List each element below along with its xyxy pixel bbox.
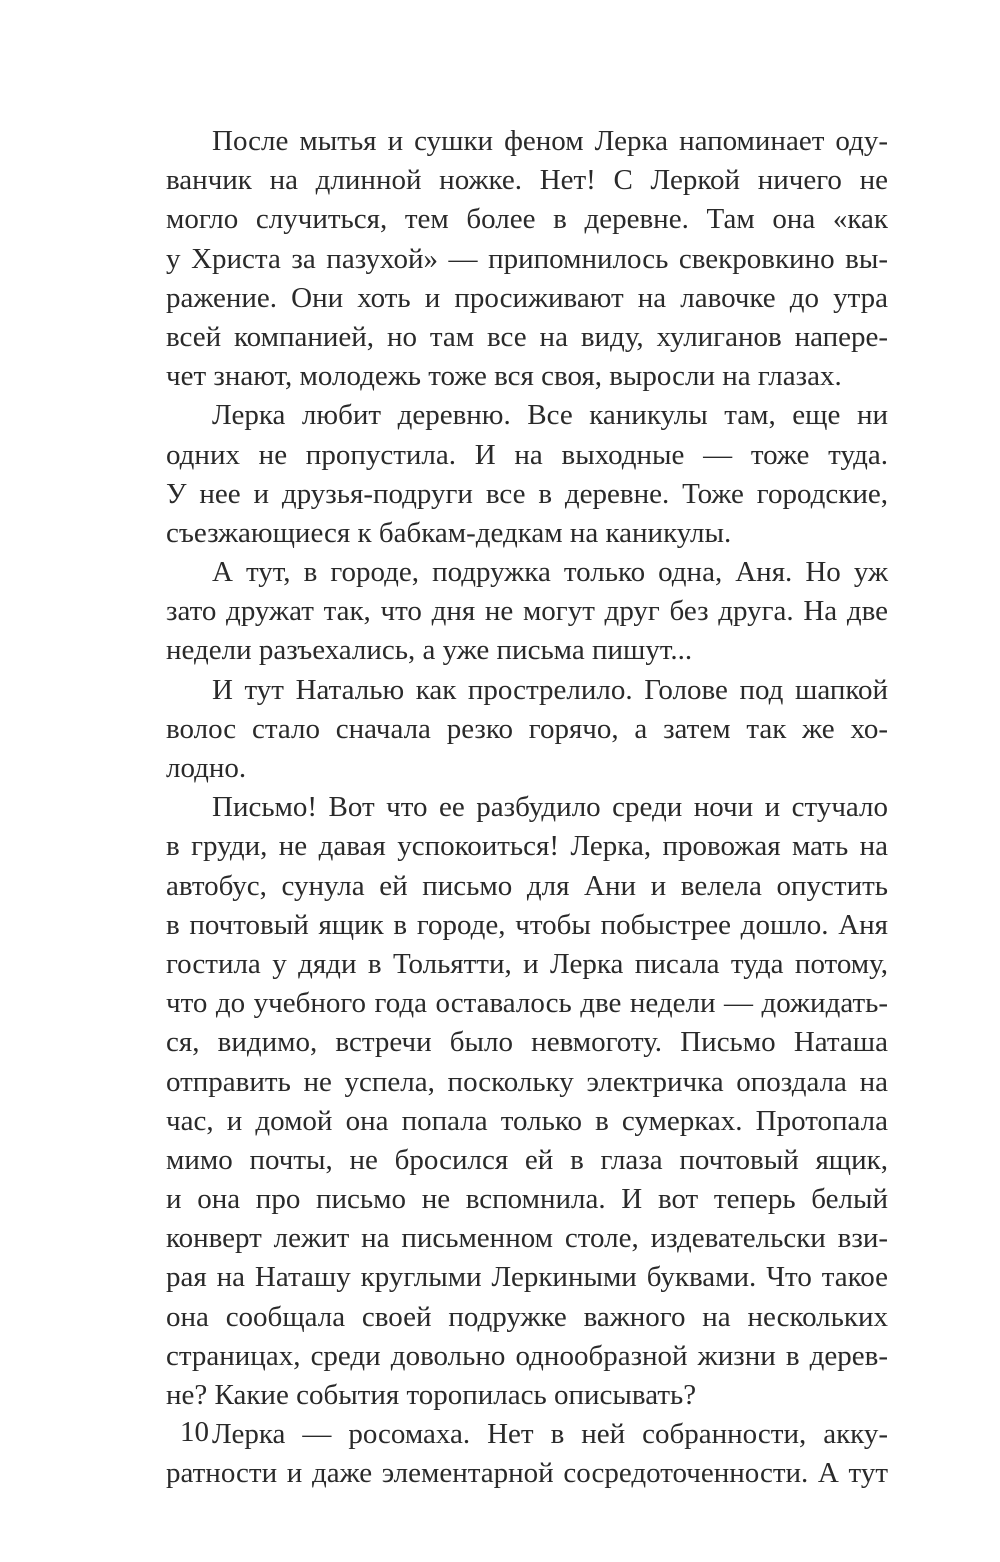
text-line: одних не пропустила. И на выходные — тоже туда.: [166, 438, 888, 471]
body-text: [166, 122, 888, 1494]
text-line: что до учебного года оставалось две недели — дожидать-: [166, 987, 888, 1020]
text-line: могло случиться, тем более в деревне. Там она «как: [166, 203, 888, 236]
text-line: всей компанией, но там все на виду, хулиганов напере-: [166, 320, 888, 353]
text-line: Письмо! Вот что ее разбудило среди ночи и стучало: [212, 791, 888, 824]
text-line: в груди, не давая успокоиться! Лерка, провожая мать на: [166, 830, 888, 863]
text-line: недели разъехались, а уже письма пишут...: [166, 634, 693, 667]
page-number: 10: [180, 1416, 209, 1448]
text-line: ся, видимо, встречи было невмоготу. Письмо Наташа: [166, 1026, 888, 1059]
text-line: страницах, среди довольно однообразной жизни в дерев-: [166, 1339, 888, 1372]
text-line: волос стало сначала резко горячо, а затем так же хо-: [166, 712, 888, 745]
text-line: лодно.: [166, 752, 247, 784]
text-line: ратности и даже элементарной сосредоточенности. А тут: [166, 1457, 888, 1490]
text-line: ражение. Они хоть и просиживают на лавочке до утра: [166, 281, 888, 314]
text-line: чет знают, молодежь тоже вся своя, выросли на глазах.: [166, 360, 842, 393]
text-line: час, и домой она попала только в сумерках. Протопала: [166, 1104, 888, 1137]
text-line: в почтовый ящик в городе, чтобы побыстрее дошло. Аня: [166, 908, 888, 941]
text-line: она сообщала своей подружке важного на нескольких: [166, 1300, 888, 1333]
text-line: автобус, сунула ей письмо для Ани и велела опустить: [166, 869, 888, 902]
text-line: У нее и друзья-подруги все в деревне. Тоже городские,: [166, 477, 888, 510]
text-line: съезжающиеся к бабкам-дедкам на каникулы.: [166, 516, 732, 549]
text-line: рая на Наташу круглыми Леркиными буквами. Что такое: [166, 1261, 888, 1294]
text-line: Лерка — росомаха. Нет в ней собранности, акку-: [212, 1418, 888, 1451]
text-line: А тут, в городе, подружка только одна, Аня. Но уж: [212, 556, 888, 589]
text-line: не? Какие события торопилась описывать?: [166, 1379, 697, 1411]
text-line: зато дружат так, что дня не могут друг без друга. На две: [166, 595, 888, 628]
text-line: Лерка любит деревню. Все каникулы там, еще ни: [212, 399, 888, 432]
text-line: и она про письмо не вспомнила. И вот теперь белый: [166, 1183, 888, 1216]
text-line: отправить не успела, поскольку электричка опоздала на: [166, 1065, 888, 1098]
text-line: мимо почты, не бросился ей в глаза почтовый ящик,: [166, 1143, 888, 1176]
text-line: гостила у дяди в Тольятти, и Лерка писала туда потому,: [166, 947, 888, 980]
text-line: И тут Наталью как прострелило. Голове под шапкой: [212, 673, 888, 706]
text-line: у Христа за пазухой» — припомнилось свекровкино вы-: [166, 242, 888, 275]
text-line: После мытья и сушки феном Лерка напоминает оду-: [212, 125, 888, 157]
text-line: ванчик на длинной ножке. Нет! С Леркой ничего не: [166, 164, 888, 197]
text-line: конверт лежит на письменном столе, издевательски взи-: [166, 1222, 888, 1255]
